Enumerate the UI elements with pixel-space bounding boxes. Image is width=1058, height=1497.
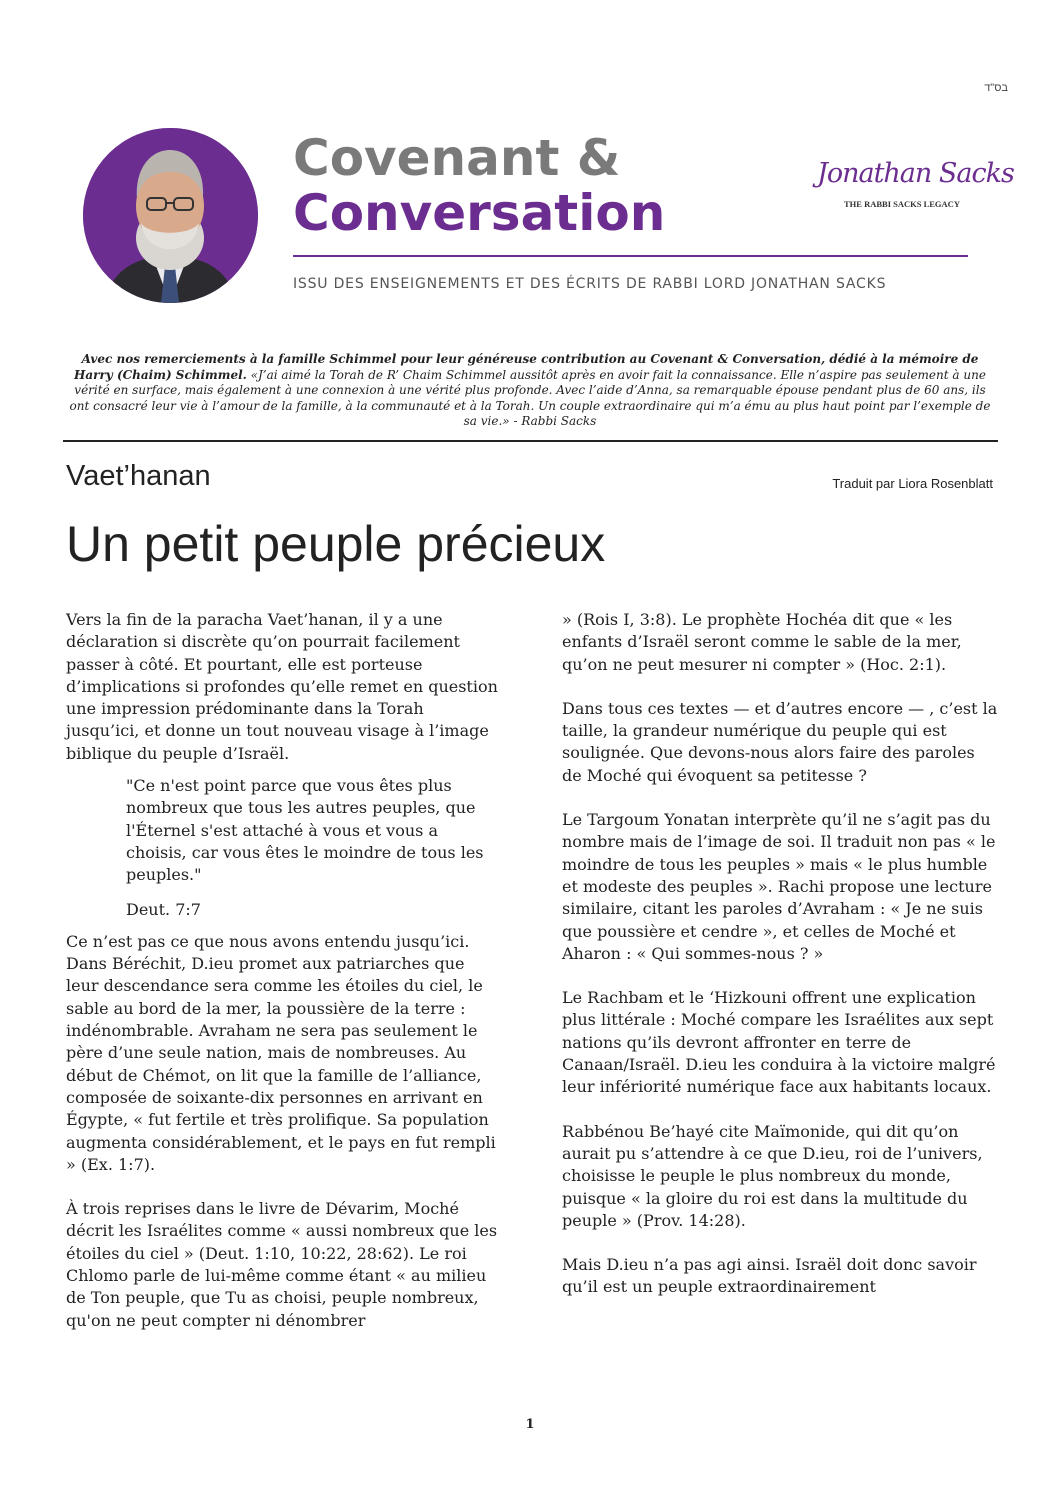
paragraph: À trois reprises dans le livre de Dévarim, Moché décrit les Israélites comme « aussi nombreux que les étoiles du ciel » (Deut. 1:10, 10:22, 28:62). Le roi Chlomo parle de lui-même comme étant « au milieu de Ton peuple, que Tu as choisi, peuple nombreux, qu'on ne peut compter ni dénombrer: [66, 1199, 498, 1330]
dedication-lead: Avec nos remerciements à la famille Schimmel pour leur généreuse contribution au Covenant & Conversation, dédié à la mémoire de Harry (Chaim) Schimmel.: [74, 352, 979, 382]
parasha-name: Vaet’hanan: [66, 460, 211, 492]
block-quote: "Ce n'est point parce que vous êtes plus nombreux que tous les autres peuples, que l'Éternel s'est attaché à vous et vous a choisis, car vous êtes le moindre de tous les peuples.": [126, 776, 484, 885]
paragraph: Le Rachbam et le ‘Hizkouni offrent une explication plus littérale : Moché compare les Israélites aux sept nations qu’ils devront affronter en terre de Canaan/Israël. D.ieu les conduira à la victoire malgré leur infériorité numérique face aux habitants locaux.: [562, 988, 996, 1097]
paragraph: Le Targoum Yonatan interprète qu’il ne s’agit pas du nombre mais de l’image de soi. Il traduit non pas « le moindre de tous les peuples » mais « le plus humble et modeste des peuples ». Rachi propose une lecture similaire, citant les paroles d’Avraham : « Je ne suis que poussière et cendre », et celles de Moché et Aharon : « Qui sommes-nous ? »: [562, 810, 996, 963]
article-column-right: [562, 609, 998, 1321]
paragraph: Mais D.ieu n’a pas agi ainsi. Israël doit donc savoir qu’il est un peuple extraordinairement: [562, 1255, 977, 1297]
rabbi-sacks-legacy-logo: [815, 158, 1014, 214]
legacy-label: THE RABBI SACKS LEGACY: [844, 199, 960, 209]
translator-credit: Traduit par Liora Rosenblatt: [832, 476, 993, 491]
dedication-quote: «J’ai aimé la Torah de R’ Chaim Schimmel aussitôt après en avoir fait la connaissance. Elle n’aspire pas seulement à une vérité en surface, mais également à une connexion à une vérité plus profonde. Avec l’aide d’Anna, sa remarquable épouse pendant plus de 60 ans, ils ont consacré leur vie à l’amour de la famille, à la communauté et à la Torah. Un couple extraordinaire qui m’a ému au plus haut point par l’exemple de sa vie.» - Rabbi Sacks: [69, 367, 991, 428]
bsd-mark: בס"ד: [984, 82, 1008, 94]
dedication-note: [64, 352, 996, 430]
paragraph: Rabbénou Be’hayé cite Maïmonide, qui dit qu’on aurait pu s’attendre à ce que D.ieu, roi de l’univers, choisisse le peuple le plus nombreux du monde, puisque « la gloire du roi est dans la multitude du peuple » (Prov. 14:28).: [562, 1121, 983, 1230]
portrait-illustration: [83, 128, 258, 303]
brand-title-line2: Conversation: [293, 184, 666, 242]
rabbi-portrait-image: [83, 128, 258, 303]
quote-source: Deut. 7:7: [126, 899, 201, 919]
article-column-left: [66, 609, 502, 1354]
brand-title-line1: Covenant &: [293, 129, 621, 187]
signature-script: Jonathan Sacks: [817, 158, 1014, 189]
brand-tagline: ISSU DES ENSEIGNEMENTS ET DES ÉCRITS DE RABBI LORD JONATHAN SACKS: [293, 276, 887, 292]
brand-divider: [293, 255, 968, 257]
section-divider: [63, 440, 998, 442]
paragraph: » (Rois I, 3:8). Le prophète Hochéa dit que « les enfants d’Israël seront comme le sable de la mer, qu’on ne peut mesurer ni compter » (Hoc. 2:1).: [562, 610, 962, 674]
page-number: 1: [525, 1417, 535, 1432]
article-title: Un petit peuple précieux: [66, 516, 606, 572]
paragraph: Dans tous ces textes — et d’autres encore — , c’est la taille, la grandeur numérique du peuple qui est soulignée. Que devons-nous alors faire des paroles de Moché qui évoquent sa petitesse ?: [562, 698, 998, 785]
paragraph: Ce n’est pas ce que nous avons entendu jusqu’ici. Dans Béréchit, D.ieu promet aux patriarches que leur descendance sera comme les étoiles du ciel, le sable au bord de la mer, la poussière de la terre : indénombrable. Avraham ne sera pas seulement le père d’une seule nation, mais de nombreuses. Au début de Chémot, on lit que la famille de l’alliance, composée de soixante-dix personnes en arrivant en Égypte, « fut fertile et très prolifique. Sa population augmenta considérablement, et le pays en fut rempli » (Ex. 1:7).: [66, 931, 496, 1174]
paragraph: Vers la fin de la paracha Vaet’hanan, il y a une déclaration si discrète qu’on pourrait facilement passer à côté. Et pourtant, elle est porteuse d’implications si profondes qu’elle remet en question une impression prédominante dans la Torah jusqu’ici, et donne un tout nouveau visage à l’image biblique du peuple d’Israël.: [66, 610, 498, 763]
